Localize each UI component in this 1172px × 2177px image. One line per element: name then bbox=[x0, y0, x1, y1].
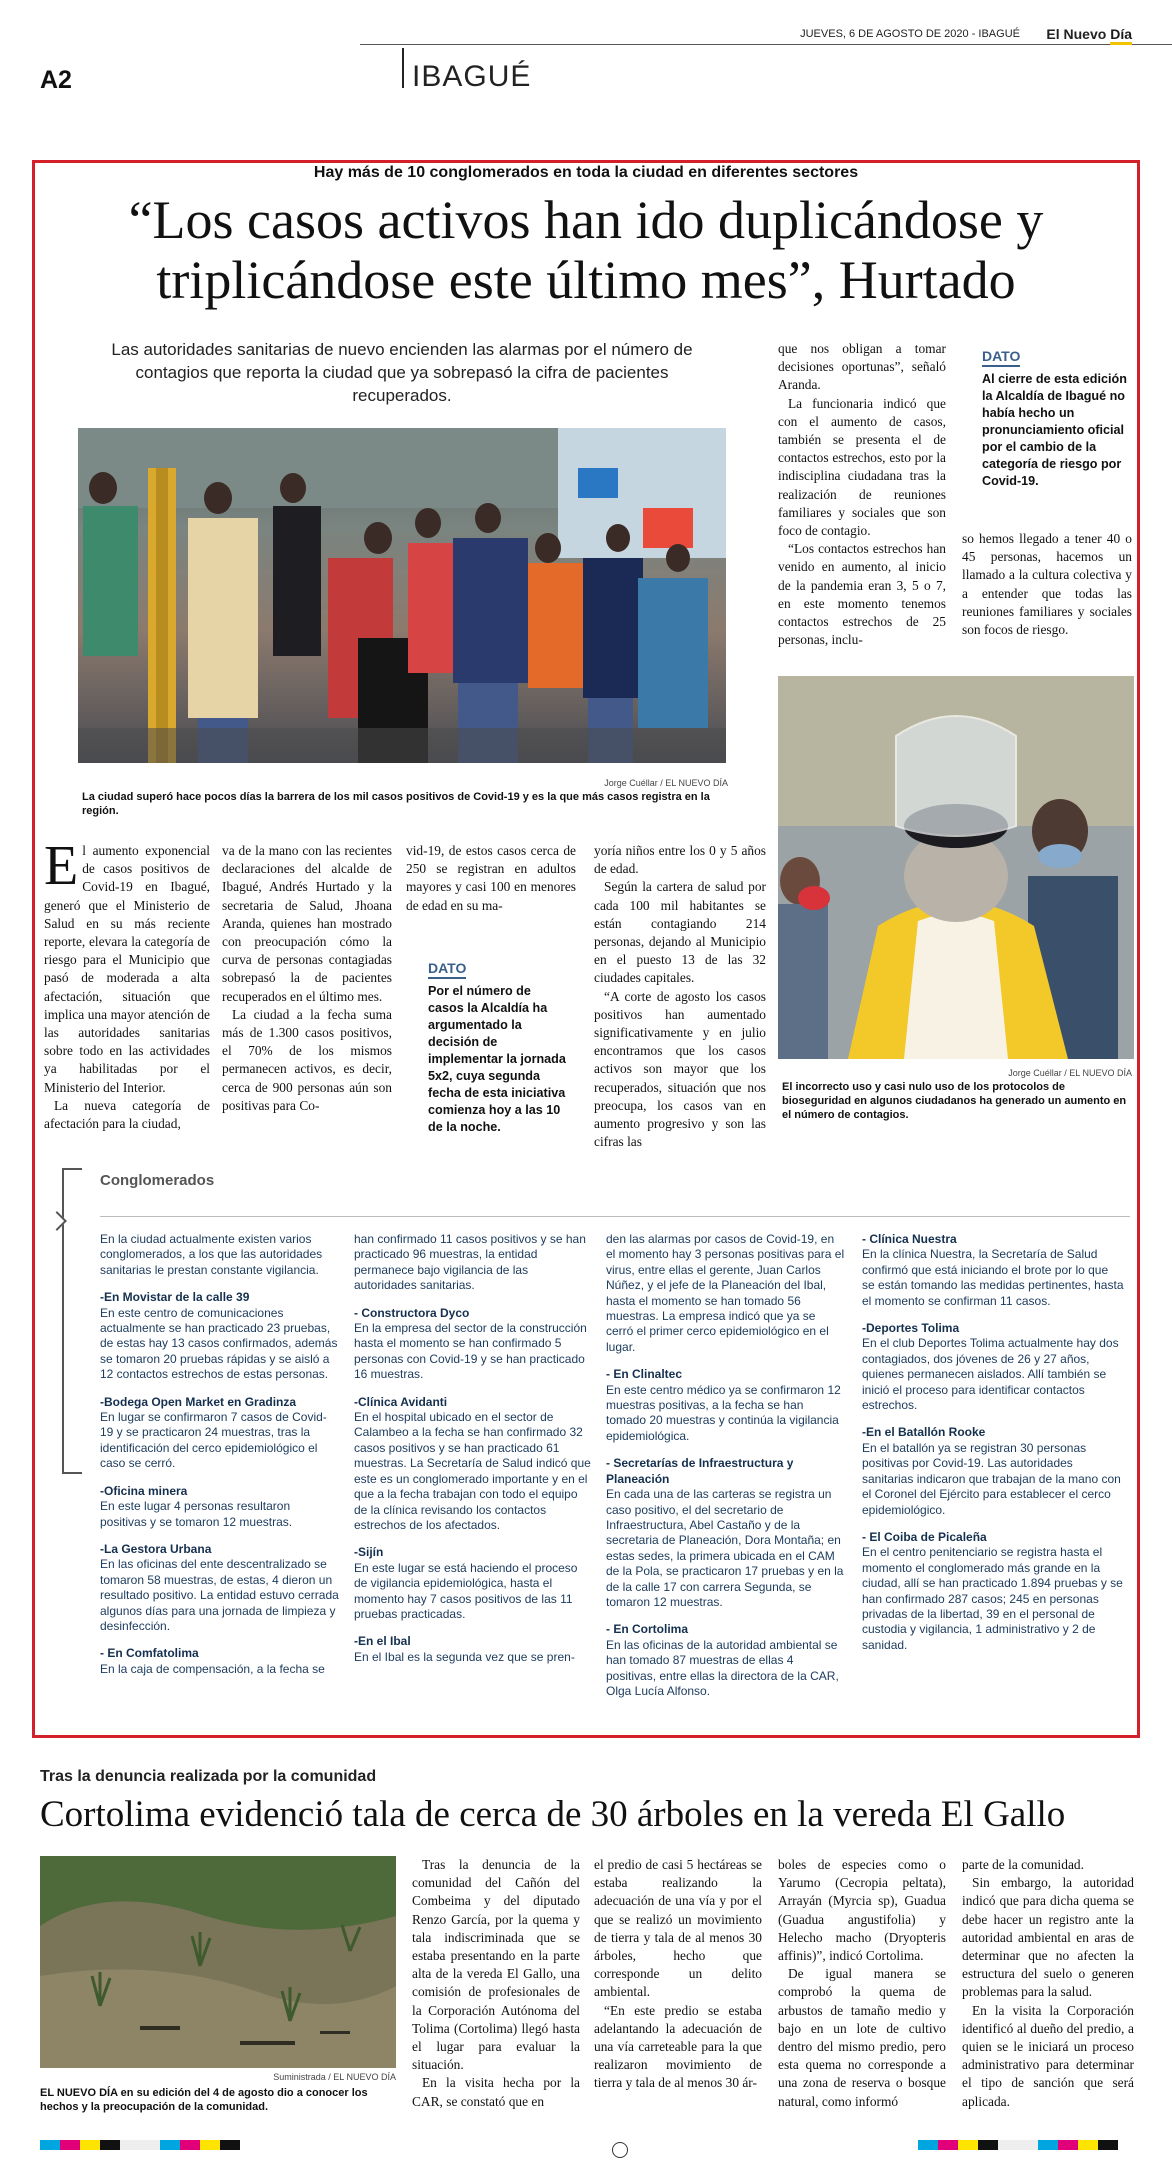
article1-col1-para1: El aumento exponencial de casos positivos de Covid-19 en Ibagué, generó que el Ministerio de Salud en su más reciente reporte, elevara la categoría de riesgo para el Municipio que pasó de moderada a alta afectación, situación que implica una mayor atención de las autoridades sanitarias sobre todo en las actividades ya habilitadas por el Ministerio del Interior. bbox=[44, 835, 210, 1095]
conglomerado-text: En el hospital ubicado en el sector de Calambeo a la fecha se han confirmado 32 casos positivos y se han practicado 61 muestras. La Secretaría de Salud indicó que este es un conglomerado importante y en el que a la fecha trabajan con todo el equipo de la clínica revisando los contactos estrechos de los afectados. bbox=[354, 1410, 591, 1532]
article1-col2-para1: va de la mano con las recientes declaraciones del alcalde de Ibagué, Andrés Hurtado y la secretaria de Salud, Jhoana Aranda, quienes han mostrado con preocupación cómo la curva de personas contagiadas sobrepasó la de pacientes recuperados en el último mes. bbox=[222, 843, 392, 1004]
photo1-caption: La ciudad superó hace pocos días la barrera de los mil casos positivos de Covid-19 y es la que más casos registra en la región. bbox=[82, 791, 710, 817]
reg-yellow-2 bbox=[200, 2140, 220, 2150]
dato2-text: Por el número de casos la Alcaldía ha argumentado la decisión de implementar la jornada 5x2, cuya segunda fecha de esta iniciativa comienza hoy a las 10 de la noche. bbox=[428, 984, 566, 1134]
headline-line-1: “Los casos activos han ido duplicándose y bbox=[128, 190, 1044, 250]
dato2-title: DATO bbox=[428, 960, 466, 979]
article1-column-1 bbox=[44, 835, 210, 1133]
conglomerado-text: En el centro penitenciario se registra hasta el momento el conglomerado más grande en la ciudad, allí se han practicado 1.894 pruebas y se han confirmado 287 casos; 245 en personas privadas de la libertad, 39 en el personal de custodia y vigilancia, 1 administrativo y 2 de sanidad. bbox=[862, 1545, 1123, 1652]
dato-box-2 bbox=[428, 960, 568, 1136]
reg-gap-4 bbox=[998, 2140, 1038, 2150]
conglomerado-text: En la clínica Nuestra, la Secretaría de Salud confirmó que está iniciando el brote por lo que se están tomando las medidas pertinentes, hasta el momento se confirman 11 casos. bbox=[862, 1247, 1124, 1308]
conglomerados-bracket bbox=[62, 1168, 82, 1474]
conglomerado-text: den las alarmas por casos de Covid-19, en el momento hay 3 personas positivas para el virus, entre ellas el gerente, Juan Carlos Núñez, y el jefe de la Planeación del Ibal, hasta el momento se han tomado 56 muestras. La empresa indicó que ya se cerró el primer cerco epidemiológico en el lugar. bbox=[606, 1232, 845, 1354]
crowd-illustration bbox=[78, 428, 726, 763]
reg-black-2 bbox=[220, 2140, 240, 2150]
conglomerados-column-4 bbox=[862, 1232, 1124, 1653]
article1-col1-para2: La nueva categoría de afectación para la ciudad, bbox=[44, 1097, 210, 1132]
article1-column-6 bbox=[962, 530, 1132, 639]
article2-col1-para1: Tras la denuncia de la comunidad del Cañón del Combeima y del diputado Renzo García, por la quema y tala indiscriminada que se estaba presentando en la parte alta de la vereda El Gallo, una comisión de profesionales de la Corporación Autónoma del Tolima (Cortolima) llegó hasta el lugar para evaluar la situación. bbox=[412, 1857, 580, 2073]
header-date: JUEVES, 6 DE AGOSTO DE 2020 - IBAGUÉ bbox=[800, 28, 1020, 40]
dato1-title: DATO bbox=[982, 348, 1020, 367]
conglomerado-heading: -Clínica Avidanti bbox=[354, 1394, 448, 1409]
section-name: IBAGUÉ bbox=[412, 60, 532, 93]
conglomerado-text: En la ciudad actualmente existen varios conglomerados, a los que las autoridades sanitarias le prestan constante vigilancia. bbox=[100, 1232, 323, 1277]
conglomerado-heading: - Constructora Dyco bbox=[354, 1305, 470, 1320]
conglomerados-title: Conglomerados bbox=[100, 1172, 215, 1189]
reg-target bbox=[612, 2142, 628, 2158]
brand-logo-word1: El Nuevo bbox=[1046, 26, 1107, 42]
article1-col5-para2: La funcionaria indicó que con el aumento de casos, también se presenta el de contactos estrechos, esto por la indisciplina ciudadana tras la realización de reuniones familiares y sociales que son foco de contagio. bbox=[778, 395, 946, 539]
reg-cyan-4 bbox=[1038, 2140, 1058, 2150]
article2-column-3 bbox=[778, 1856, 946, 2111]
dropcap: E bbox=[44, 835, 79, 897]
article1-headline bbox=[32, 190, 1140, 310]
conglomerado-heading: -Bodega Open Market en Gradinza bbox=[100, 1394, 297, 1409]
article1-column-5 bbox=[778, 340, 946, 649]
conglomerado-text: En este centro médico ya se confirmaron 12 muestras positivas, a la fecha se han tomado 20 muestras y continúa la vigilancia epidemiológica. bbox=[606, 1382, 841, 1443]
conglomerado-heading: - Secretarías de Infraestructura y Planeación bbox=[606, 1456, 794, 1486]
brand-logo-word2: Día bbox=[1110, 26, 1132, 45]
article1-col2-para2: La ciudad a la fecha suma más de 1.300 casos positivos, el 70% de los mismos permanecen activos, es decir, cerca de 900 personas aún son positivas para Co- bbox=[222, 1006, 392, 1113]
dato-box-1 bbox=[982, 348, 1132, 490]
article1-col4-para1: yoría niños entre los 0 y 5 años de edad. bbox=[594, 843, 766, 877]
page-number: A2 bbox=[40, 66, 72, 94]
conglomerado-text: En este lugar se está haciendo el proceso de vigilancia epidemiológica, hasta el momento hay 7 casos positivos de las 11 pruebas practicadas. bbox=[354, 1560, 578, 1621]
reg-magenta-1 bbox=[60, 2140, 80, 2150]
reg-yellow-1 bbox=[80, 2140, 100, 2150]
page-header bbox=[40, 28, 1132, 98]
print-registration-bar bbox=[40, 2140, 1132, 2152]
conglomerado-heading: -La Gestora Urbana bbox=[100, 1541, 212, 1556]
article2-col4-para3: En la visita la Corporación identificó al dueño del predio, a quien se le iniciará un proceso administrativo para determinar el tipo de sanción que será aplicada. bbox=[962, 2002, 1134, 2109]
conglomerado-heading: - En Cortolima bbox=[606, 1622, 689, 1637]
article2-headline: Cortolima evidenció tala de cerca de 30 árboles en la vereda El Gallo bbox=[40, 1794, 1066, 1835]
reg-gap-3 bbox=[628, 2140, 918, 2150]
dato1-text: Al cierre de esta edición la Alcaldía de Ibagué no había hecho un pronunciamiento oficial por el cambio de la categoría de riesgo por Covid-19. bbox=[982, 372, 1127, 488]
conglomerado-text: han confirmado 11 casos positivos y se han practicado 96 muestras, la entidad permanece bajo vigilancia de las autoridades sanitarias. bbox=[354, 1232, 586, 1293]
reg-gap-2 bbox=[240, 2140, 612, 2150]
face-shield-illustration bbox=[778, 676, 1134, 1059]
headline-line-2: triplicándose este último mes”, Hurtado bbox=[156, 250, 1016, 310]
logging-illustration bbox=[40, 1856, 396, 2068]
article1-column-2 bbox=[222, 842, 392, 1115]
conglomerado-text: En las oficinas de la autoridad ambiental se han tomado 87 muestras de ellas 4 positivas, entre ellas la directora de la CAR, Olga Lucía Alfonso. bbox=[606, 1637, 839, 1698]
reg-magenta-3 bbox=[938, 2140, 958, 2150]
article2-photo-credit: Suministrada / EL NUEVO DÍA bbox=[273, 2072, 396, 2082]
article2-column-1 bbox=[412, 1856, 580, 2111]
face-shield-photo bbox=[778, 676, 1134, 1059]
article1-col4-para3: “A corte de agosto los casos positivos han aumentado significativamente y en julio encontramos que los casos activos son mayor que los recuperados, situación que nos preocupa, los casos van en aumento progresivo y son las cifras las bbox=[594, 988, 766, 1150]
photo1-credit: Jorge Cuéllar / EL NUEVO DÍA bbox=[604, 778, 728, 788]
article2-col3-para1: boles de especies como o Yarumo (Cecropia peltata), Arrayán (Myrcia sp), Guadua (Guadua angustifolia) y Helecho macho (Dryopteris affinis)”, indicó Cortolima. bbox=[778, 1857, 946, 1964]
article1-column-4 bbox=[594, 842, 766, 1151]
article1-col5-para1: que nos obligan a tomar decisiones oportunas”, señaló Aranda. bbox=[778, 341, 946, 393]
reg-gap-1 bbox=[120, 2140, 160, 2150]
conglomerado-text: En lugar se confirmaron 7 casos de Covid-19 y se practicaron 24 muestras, tras la identificación del cerco epidemiológico el caso se cerró. bbox=[100, 1410, 327, 1471]
section-divider bbox=[402, 48, 404, 88]
conglomerado-heading: -Deportes Tolima bbox=[862, 1321, 960, 1336]
article1-column-3 bbox=[406, 842, 576, 915]
conglomerado-text: En la caja de compensación, a la fecha se bbox=[100, 1661, 325, 1676]
reg-black-3 bbox=[978, 2140, 998, 2150]
article1-lead: Las autoridades sanitarias de nuevo encienden las alarmas por el número de contagios que reporta la ciudad que ya sobrepasó la cifra de pacientes recuperados. bbox=[111, 340, 693, 405]
reg-cyan-3 bbox=[918, 2140, 938, 2150]
conglomerado-text: En las oficinas del ente descentralizado se tomaron 58 muestras, de estas, 4 dieron un resultado positivo. La entidad estuvo cerrada algunos días para una jornada de limpieza y desinfección. bbox=[100, 1557, 339, 1633]
article2-column-2 bbox=[594, 1856, 762, 2093]
conglomerado-heading: - En Comfatolima bbox=[100, 1646, 199, 1661]
conglomerado-heading: - En Clinaltec bbox=[606, 1367, 683, 1382]
article1-col6-para1: so hemos llegado a tener 40 o 45 personas, hacemos un llamado a la cultura colectiva y a entender que todas las reuniones familiares y sociales son focos de riesgo. bbox=[962, 531, 1132, 638]
conglomerado-heading: -En el Ibal bbox=[354, 1634, 411, 1649]
reg-black-1 bbox=[100, 2140, 120, 2150]
article1-kicker: Hay más de 10 conglomerados en toda la ciudad en diferentes sectores bbox=[313, 164, 859, 181]
article2-col1-para2: En la visita hecha por la CAR, se constató que en bbox=[412, 2075, 580, 2109]
conglomerado-heading: - El Coiba de Picaleña bbox=[862, 1529, 987, 1544]
photo2-caption: El incorrecto uso y casi nulo uso de los protocolos de bioseguridad en algunos ciudadanos ha generado un aumento en el número de contagios. bbox=[782, 1081, 1127, 1121]
article1-col5-para3: “Los contactos estrechos han venido en aumento, al inicio de la pandemia eran 3, 5 o 7, en este momento tenemos contactos estrechos de 25 personas, inclu- bbox=[778, 541, 946, 648]
article2-col4-para2: Sin embargo, la autoridad indicó que para dicha quema se debe hacer un registro ante la autoridad ambiental en aras de determinar que no afecten la estructura del suelo o generen problemas para la salud. bbox=[962, 1875, 1134, 2000]
conglomerado-text: En este lugar 4 personas resultaron positivas y se tomaron 12 muestras. bbox=[100, 1499, 293, 1529]
conglomerado-text: En este centro de comunicaciones actualmente se han practicado 23 pruebas, de estas hay 13 casos confirmados, además se tomaron 20 pruebas rápidas y se aisló a 12 contactos estrechos de estas personas. bbox=[100, 1305, 338, 1382]
article2-column-4 bbox=[962, 1856, 1134, 2111]
brand-logo bbox=[1046, 26, 1132, 42]
article2-photo-caption: EL NUEVO DÍA en su edición del 4 de agosto dio a conocer los hechos y la preocupación de la comunidad. bbox=[40, 2087, 368, 2113]
article2-col3-para2: De igual manera se comprobó la quema de arbustos de tamaño medio y bajo en un lote de cultivo dentro del mismo predio, pero esta quema no corresponde a una zona de reserva o bosque natural, como informó bbox=[778, 1966, 946, 2109]
conglomerados-rule bbox=[100, 1216, 1130, 1217]
conglomerado-text: En cada una de las carteras se registra un caso positivo, el del secretario de Infraestructura, Abel Castaño y de la secretaria de Planeación, Dora Montaña; en estas sedes, la primera ubicada en el CAM de la Pola, se practicaron 17 pruebas y en la de la calle 17 con carrera Segunda, se tomaron 12 muestras. bbox=[606, 1487, 844, 1609]
reg-cyan-1 bbox=[40, 2140, 60, 2150]
reg-yellow-4 bbox=[1078, 2140, 1098, 2150]
article2-col4-para1: parte de la comunidad. bbox=[962, 1857, 1084, 1872]
conglomerado-heading: -En Movistar de la calle 39 bbox=[100, 1290, 250, 1305]
logging-photo bbox=[40, 1856, 396, 2068]
conglomerado-text: En la empresa del sector de la construcción hasta el momento se han confirmado 5 personas con Covid-19 y se han practicado 16 muestras. bbox=[354, 1321, 587, 1382]
article2-col2-para2: “En este predio se estaba adelantando la adecuación de una vía carreteable para la que realizaron movimiento de tierra y tala de al menos 30 ár- bbox=[594, 2002, 762, 2091]
conglomerados-column-2 bbox=[354, 1232, 594, 1665]
conglomerado-heading: -En el Batallón Rooke bbox=[862, 1425, 986, 1440]
article2-col2-para1: el predio de casi 5 hectáreas se estaba realizando la adecuación de una vía y por el que se realizó un movimiento de tierra y tala de al menos 30 árboles, hecho que corresponde un delito ambiental. bbox=[594, 1857, 762, 2000]
crowd-photo bbox=[78, 428, 726, 763]
photo2-credit: Jorge Cuéllar / EL NUEVO DÍA bbox=[1008, 1068, 1132, 1078]
reg-cyan-2 bbox=[160, 2140, 180, 2150]
header-top-rule bbox=[360, 44, 1172, 45]
article1-col4-para2: Según la cartera de salud por cada 100 mil habitantes se están contagiando 214 personas, dejando al Municipio en el puesto 13 de las 32 ciudades capitales. bbox=[594, 879, 766, 986]
reg-yellow-3 bbox=[958, 2140, 978, 2150]
reg-magenta-2 bbox=[180, 2140, 200, 2150]
conglomerado-heading: - Clínica Nuestra bbox=[862, 1232, 957, 1246]
conglomerado-text: En el batallón ya se registran 30 personas positivas por Covid-19. Las autoridades sanitarias indicaron que trabajan de la mano con el Coronel del Ejército para establecer el cerco epidemiológico. bbox=[862, 1440, 1121, 1517]
article2-kicker: Tras la denuncia realizada por la comunidad bbox=[40, 1768, 377, 1785]
reg-magenta-4 bbox=[1058, 2140, 1078, 2150]
conglomerados-column-3 bbox=[606, 1232, 846, 1699]
conglomerado-text: En el Ibal es la segunda vez que se pren- bbox=[354, 1649, 575, 1664]
conglomerado-text: En el club Deportes Tolima actualmente hay dos contagiados, dos jóvenes de 26 y 27 años, quienes permanecen aislados. Allí también se inició el proceso para identificar contactos estrechos. bbox=[862, 1336, 1119, 1413]
conglomerados-column-1 bbox=[100, 1232, 340, 1677]
conglomerado-heading: -Sijín bbox=[354, 1545, 384, 1560]
reg-black-4 bbox=[1098, 2140, 1118, 2150]
conglomerado-heading: -Oficina minera bbox=[100, 1483, 188, 1498]
article1-col3-para1: vid-19, de estos casos cerca de 250 se registran en adultos mayores y casi 100 en menores de edad en su ma- bbox=[406, 843, 576, 913]
